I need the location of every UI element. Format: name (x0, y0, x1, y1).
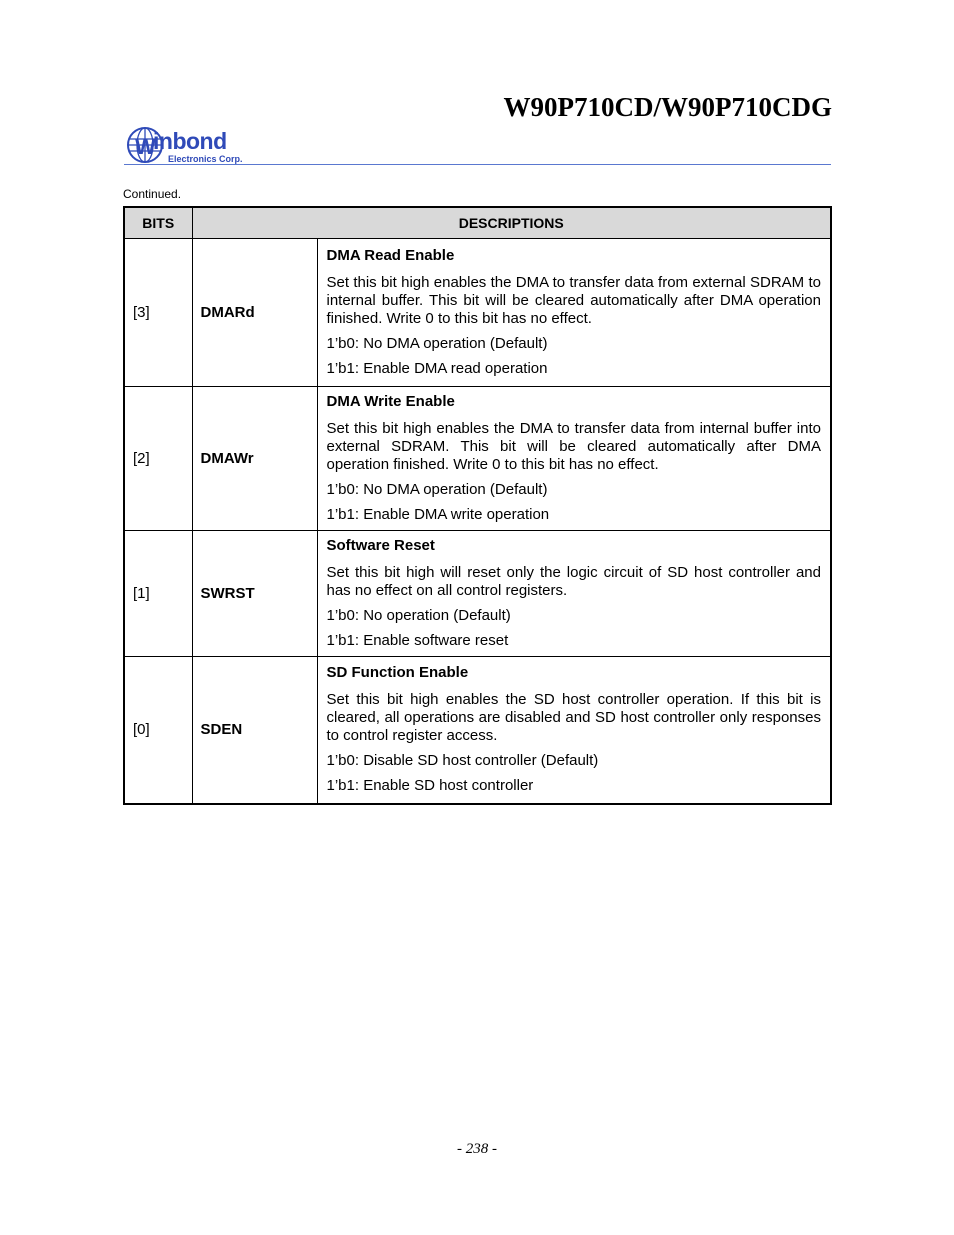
field-name-cell: SDEN (192, 657, 317, 804)
header-divider (124, 164, 831, 165)
option-value-0: 1’b0: Disable SD host controller (Default) (326, 752, 599, 770)
description-title: Software Reset (326, 537, 435, 554)
field-name-cell: DMARd (192, 239, 317, 387)
description-body: Set this bit high enables the SD host controller operation. If this bit is cleared, all operations are disabled and SD host controller only responses to control register access. (326, 691, 821, 745)
table-row (124, 387, 831, 531)
field-name-cell: SWRST (192, 531, 317, 657)
continued-label: Continued. (123, 187, 182, 201)
bits-cell: [1] (124, 531, 192, 657)
header-descriptions: DESCRIPTIONS (192, 207, 831, 239)
description-title: DMA Write Enable (326, 393, 455, 410)
svg-text:W: W (135, 134, 156, 159)
description-body: Set this bit high will reset only the logic circuit of SD host controller and has no effect on all control registers. (326, 564, 821, 599)
option-value-1: 1’b1: Enable DMA read operation (326, 360, 548, 377)
description-cell (317, 239, 831, 387)
option-value-1: 1’b1: Enable DMA write operation (326, 506, 550, 523)
header-bits: BITS (124, 207, 192, 239)
option-value-1: 1’b1: Enable software reset (326, 632, 509, 649)
register-bits-table (123, 206, 832, 805)
logo-wordmark: inbond (153, 128, 227, 154)
field-name-cell: DMAWr (192, 387, 317, 531)
description-title: SD Function Enable (326, 664, 469, 682)
description-title: DMA Read Enable (326, 247, 455, 264)
table-row (124, 657, 831, 804)
bits-cell: [3] (124, 239, 192, 387)
winbond-logo (126, 125, 256, 167)
description-body: Set this bit high enables the DMA to transfer data from internal buffer into external SDRAM. This bit will be cleared automatically after DMA operation finished. Write 0 to this bit has no effect. (326, 420, 821, 473)
option-value-0: 1’b0: No DMA operation (Default) (326, 335, 548, 352)
document-title: W90P710CD/W90P710CDG (503, 92, 832, 122)
description-cell (317, 387, 831, 531)
option-value-0: 1’b0: No operation (Default) (326, 607, 511, 624)
bits-cell: [2] (124, 387, 192, 531)
bits-cell: [0] (124, 657, 192, 804)
logo-subtext: Electronics Corp. (168, 154, 243, 164)
page-number: - 238 - (457, 1141, 497, 1157)
description-cell (317, 531, 831, 657)
table-row (124, 531, 831, 657)
option-value-1: 1’b1: Enable SD host controller (326, 777, 534, 795)
option-value-0: 1’b0: No DMA operation (Default) (326, 481, 548, 498)
table-row (124, 239, 831, 387)
description-body: Set this bit high enables the DMA to transfer data from external SDRAM to internal buffer. This bit will be cleared automatically after DMA operation finished. Write 0 to this bit has no effect. (326, 274, 821, 327)
description-cell (317, 657, 831, 804)
table-header-row (124, 207, 831, 239)
